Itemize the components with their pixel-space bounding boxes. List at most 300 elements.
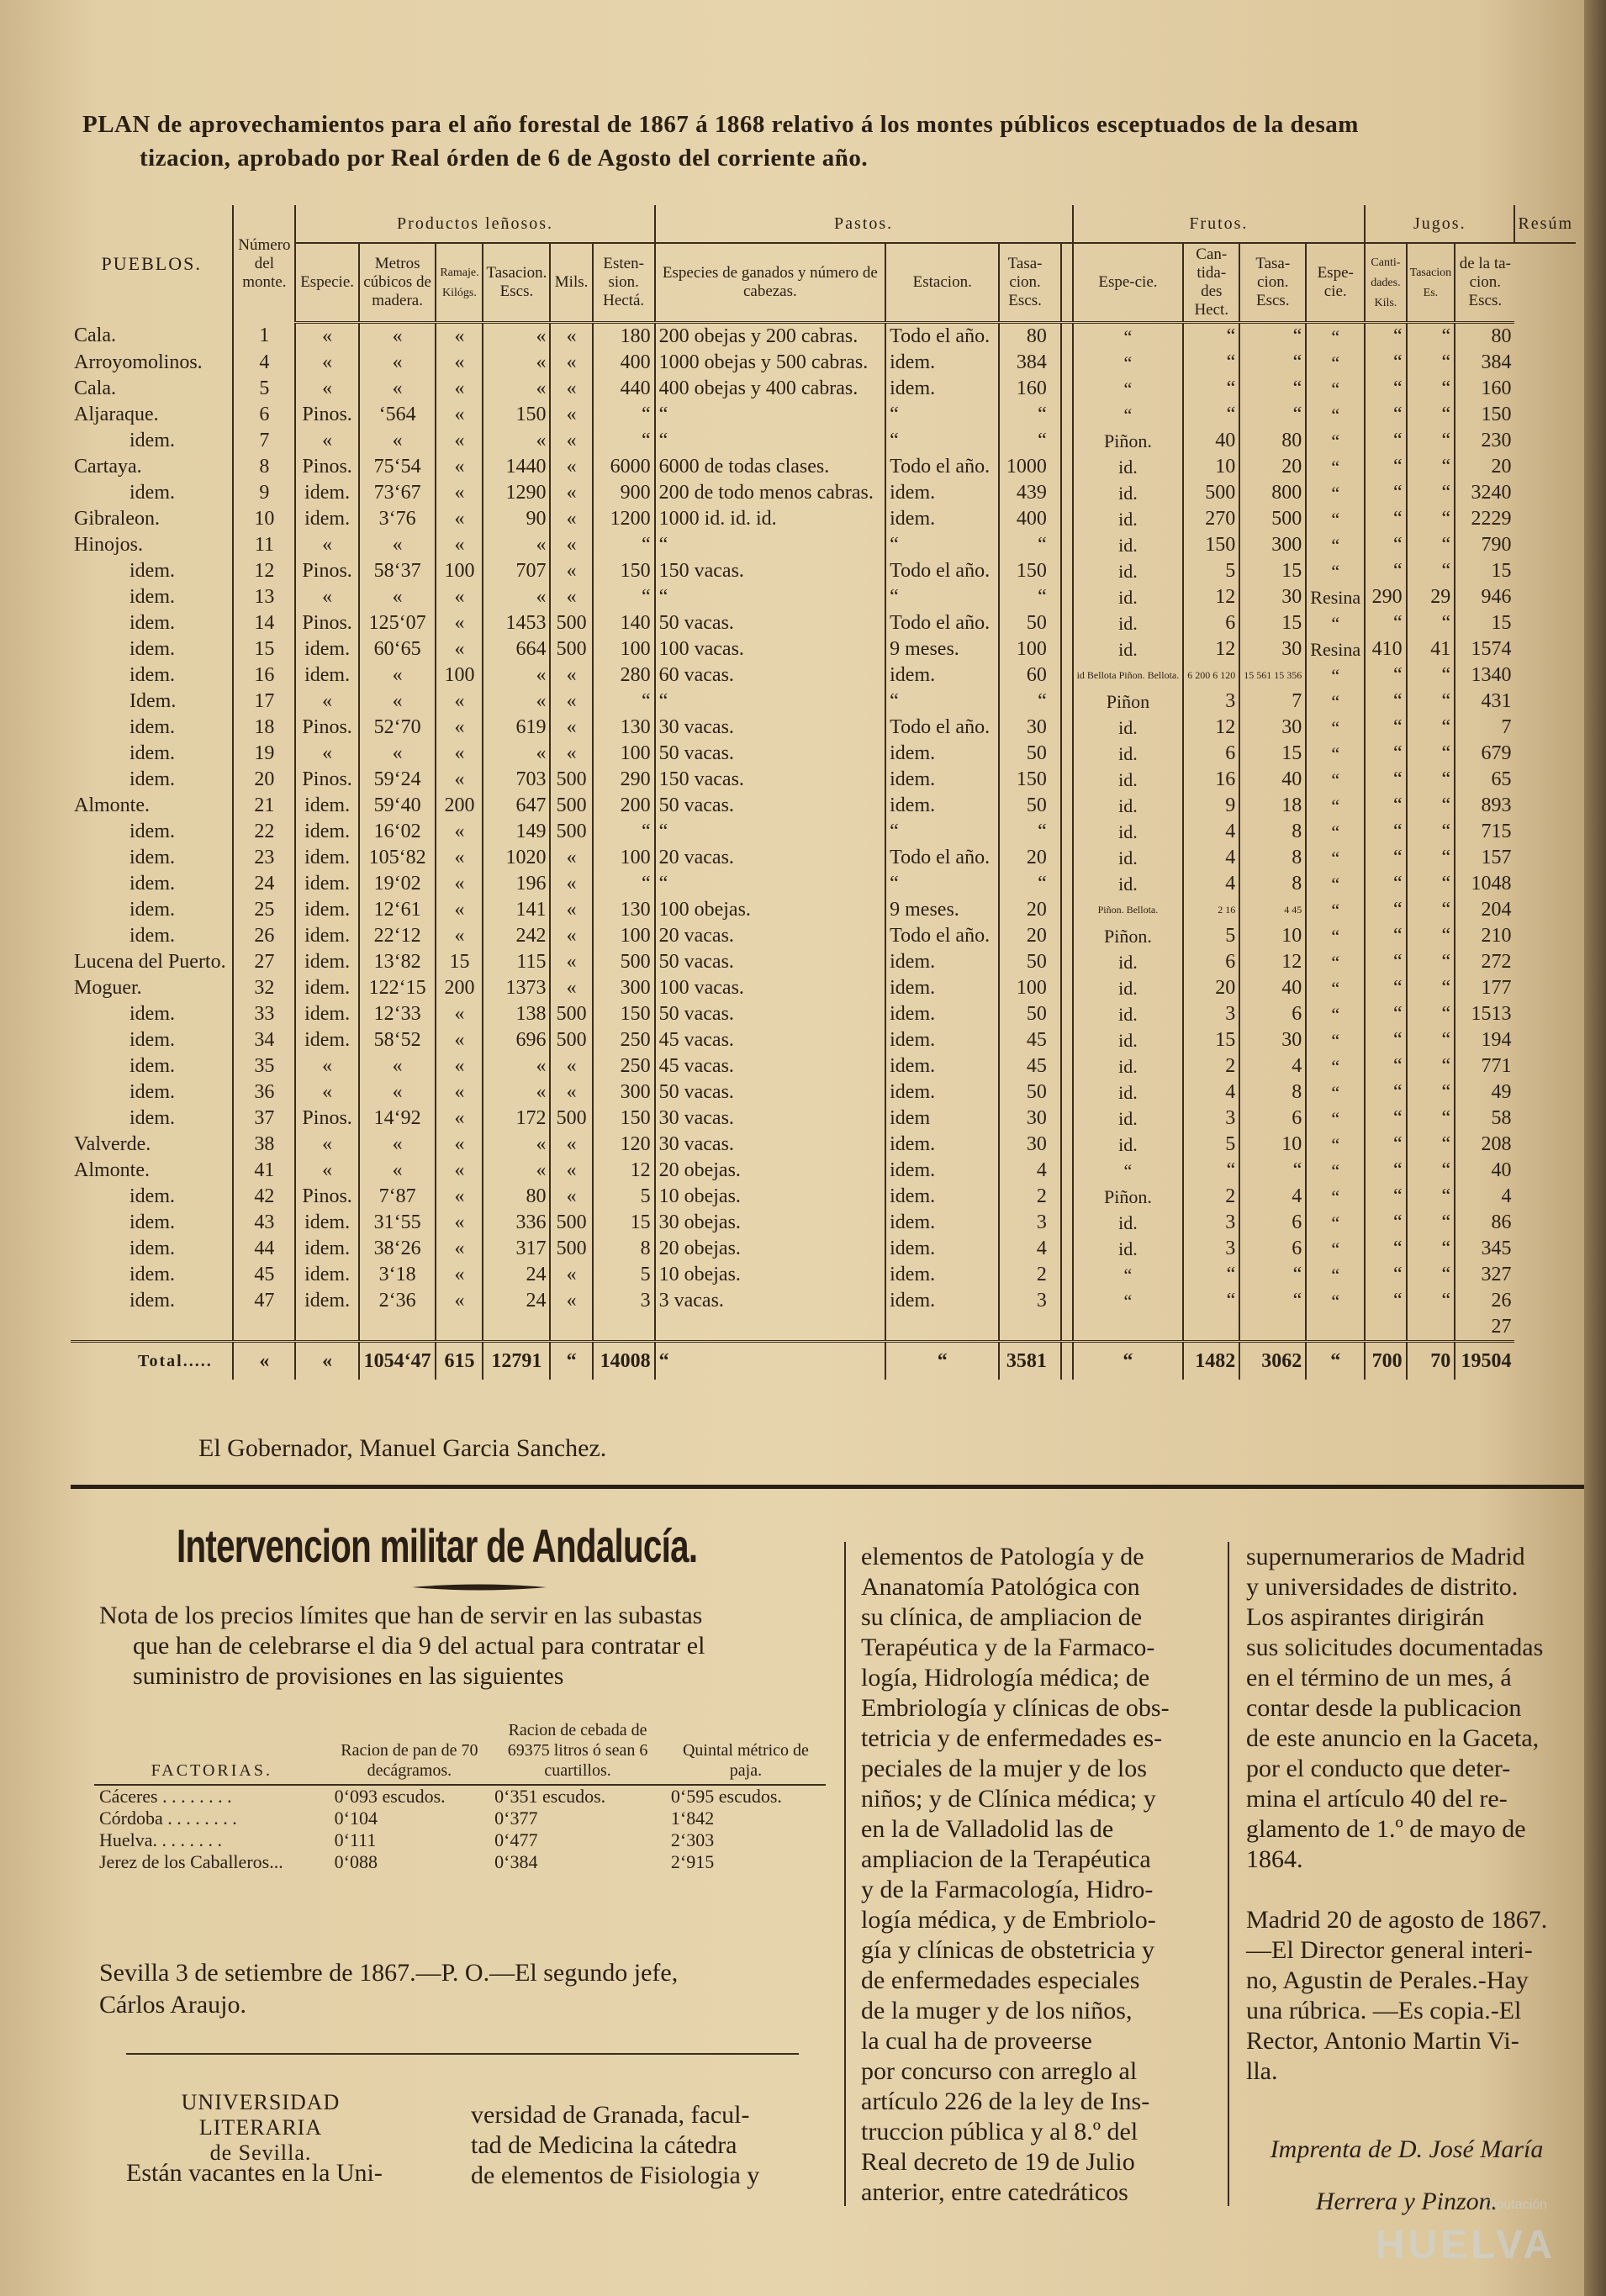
cell-res: 771 [1455,1053,1514,1079]
cell-ftas [1239,1314,1306,1342]
resumen-escs-label: Escs. [1468,292,1503,309]
cell-estacion: Todo el año. [885,923,999,949]
cell-ganado: 20 vacas. [655,923,886,949]
cell-ftas: 800 [1239,480,1306,506]
cell-esp: « [295,1132,358,1158]
cell-res: 230 [1455,428,1514,454]
cell-fcant: 3 [1183,1106,1239,1132]
cell-mils: « [550,871,592,897]
cell-jesp: “ [1306,662,1365,689]
cell-ganado: 50 vacas. [655,793,886,819]
cell-esp: Pinos. [295,454,358,480]
cell-fesp: id. [1073,715,1184,741]
cell-escs: « [483,1158,550,1184]
cell-tas: 30 [999,1106,1049,1132]
cell-ram: « [436,767,483,793]
cell-spacer2 [1061,662,1073,689]
cell-esp: idem. [295,949,358,975]
cell-spacer2 [1061,558,1073,584]
col-line: la cual ha de proveerse [861,2027,1092,2055]
cell-mils: « [550,1288,592,1314]
cell-jcant: “ [1365,662,1406,689]
cell-fcant: “ [1183,1158,1239,1184]
cell-ftas: 80 [1239,428,1306,454]
cell-ext: 130 [593,897,655,923]
cell-mils: « [550,845,592,871]
cell-spacer2 [1061,793,1073,819]
cell-escs: « [483,741,550,767]
cell-estacion: 9 meses. [885,897,999,923]
cell-res: 15 [1455,558,1514,584]
cell-pueblo: idem. [129,482,175,504]
short-rule [126,2053,799,2055]
cell-tas: 80 [999,323,1049,351]
cell-fesp: id. [1073,767,1184,793]
cell-ganado: 150 vacas. [655,558,886,584]
cell-ganado: 10 obejas. [655,1184,886,1210]
cell-fcant: 4 [1183,1079,1239,1106]
cell-esp: idem. [295,1210,358,1236]
cell-esp: « [295,1079,358,1106]
cell-ext: 100 [593,923,655,949]
cell-num: 11 [233,532,295,558]
cell-fesp [1073,1314,1184,1342]
cell-ram [436,1314,483,1342]
watermark-big: HUELVA [1375,2223,1556,2267]
cell-ftas: 30 [1239,636,1306,662]
cell-num: 18 [233,715,295,741]
cell-mils: « [550,506,592,532]
cell-ganado: 45 vacas. [655,1027,886,1053]
plan-row [71,1158,1576,1184]
cell-spacer [1050,1236,1061,1262]
col-line: anterior, entre catedráticos [861,2178,1128,2206]
cell-metros: 58‘37 [359,558,436,584]
cell-fcant: 3 [1183,1236,1239,1262]
cell-num: 5 [233,376,295,402]
cell-ganado: 100 vacas. [655,636,886,662]
cell-ganado: 20 vacas. [655,845,886,871]
cell-tas: 384 [999,350,1049,376]
plan-row [71,1288,1576,1314]
total-num: « [233,1342,295,1380]
cell-esp: « [295,1158,358,1184]
cell-ext: 250 [593,1027,655,1053]
cell-res: 160 [1455,376,1514,402]
cell-ram: « [436,819,483,845]
cell-fcant: “ [1183,323,1239,351]
cell-ext: “ [593,689,655,715]
cell-tas: 50 [999,1079,1049,1106]
cell-escs: 1290 [483,480,550,506]
cell-fesp: id. [1073,480,1184,506]
plan-row [71,845,1576,871]
col-line: 1864. [1246,1845,1303,1873]
cell-estacion: “ [885,532,999,558]
cell-estacion: Todo el año. [885,323,999,351]
col-line: por el conducto que deter- [1246,1755,1511,1782]
cell-ftas: “ [1239,402,1306,428]
cell-esp: « [295,428,358,454]
cell-ext: 120 [593,1132,655,1158]
cell-escs: 24 [483,1288,550,1314]
precio-row [94,1808,826,1829]
cell-spacer2 [1061,1001,1073,1027]
cell-ganado: 10 obejas. [655,1262,886,1288]
cell-pueblo: Almonte. [74,1159,150,1181]
cell-escs: 317 [483,1236,550,1262]
cell-escs: 24 [483,1262,550,1288]
cell-mils: « [550,1262,592,1288]
plan-row [71,819,1576,845]
cell-jcant: “ [1365,1106,1406,1132]
col-line: contar desde la publicacion [1246,1694,1522,1722]
cell-metros: 2‘36 [359,1288,436,1314]
cell-jesp: “ [1306,402,1365,428]
precios-table [94,1717,826,1873]
cell-mils: « [550,923,592,949]
cell-mils: 500 [550,767,592,793]
cell-tas [999,1314,1049,1342]
cell-ram: « [436,480,483,506]
precio-row [94,1785,826,1808]
cell-jcant: “ [1365,793,1406,819]
col-line: Los aspirantes dirigirán [1246,1603,1485,1631]
frutos-escs-label: Escs. [1255,292,1290,309]
cell-estacion: idem. [885,1001,999,1027]
cell-spacer2 [1061,949,1073,975]
cell-escs: 90 [483,506,550,532]
cell-num: 27 [233,949,295,975]
cell-escs: « [483,1053,550,1079]
cell-ext: 150 [593,1106,655,1132]
gobernador-signature: El Gobernador, Manuel Garcia Sanchez. [198,1434,607,1462]
cell-jesp: “ [1306,480,1365,506]
cell-esp: « [295,741,358,767]
cell-ganado: 3 vacas. [655,1288,886,1314]
cell-tas: 45 [999,1027,1049,1053]
cell-jcant: “ [1365,845,1406,871]
total-frutos-cantidades: 1482 [1183,1342,1239,1380]
cell-res: 4 [1455,1184,1514,1210]
universidad-col3 [861,1542,1214,2208]
plan-row [71,610,1576,636]
cell-jesp: “ [1306,506,1365,532]
cell-fcant: 2 [1183,1053,1239,1079]
cell-estacion: “ [885,402,999,428]
cell-fcant: 6 [1183,949,1239,975]
col-line: Real decreto de 19 de Julio [861,2148,1135,2176]
cell-ganado: 50 vacas. [655,1001,886,1027]
cell-mils: « [550,1132,592,1158]
cell-spacer2 [1061,871,1073,897]
cell-jtas: “ [1407,1053,1455,1079]
cell-num: 44 [233,1236,295,1262]
cell-ganado: 100 obejas. [655,897,886,923]
cell-escs: « [483,1079,550,1106]
cell-spacer [1050,871,1061,897]
cell-tas: 20 [999,923,1049,949]
cell-ftas: 8 [1239,871,1306,897]
cell-estacion: idem. [885,1184,999,1210]
cell-spacer2 [1061,1079,1073,1106]
cell-spacer [1050,506,1061,532]
cell-jtas: “ [1407,1262,1455,1288]
cell-ext: 5 [593,1184,655,1210]
cell-res: 1340 [1455,662,1514,689]
cell-fesp: “ [1073,402,1184,428]
cell-pan: 0‘111 [334,1829,377,1850]
col-especies-ganados: Especies de ganados y número de cabezas. [655,243,886,323]
col-line: artículo 226 de la ley de Ins- [861,2088,1150,2115]
cell-estacion: idem. [885,480,999,506]
plan-title [82,108,1579,175]
cell-fcant: 4 [1183,845,1239,871]
precios-body [94,1785,826,1873]
cell-res: 1574 [1455,636,1514,662]
col-line: Ananatomía Patológica con [861,1573,1140,1601]
cell-fesp: Piñon. Bellota. [1073,897,1184,923]
col-mils: Mils. [550,243,592,323]
col-line: glamento de 1.º de mayo de [1246,1815,1526,1843]
column-rule-2 [1228,1542,1229,2206]
cell-spacer2 [1061,402,1073,428]
cell-tas: 4 [999,1236,1049,1262]
total-mils: “ [550,1342,592,1380]
page-edge [1584,0,1606,2296]
cell-ftas: 8 [1239,819,1306,845]
cell-num: 15 [233,636,295,662]
cell-fesp: id. [1073,532,1184,558]
cell-metros: 73‘67 [359,480,436,506]
ramaje-label: Ramaje. [440,267,479,279]
cell-ext: 3 [593,1288,655,1314]
cell-metros: 14‘92 [359,1106,436,1132]
cell-fcant: 15 [1183,1027,1239,1053]
cell-spacer2 [1061,1158,1073,1184]
cell-esp: Pinos. [295,1184,358,1210]
cell-ftas: 4 [1239,1184,1306,1210]
cell-jesp: “ [1306,871,1365,897]
cell-factoria: Cáceres . . . . . . . . [99,1786,232,1807]
cell-ftas: 40 [1239,975,1306,1001]
cell-spacer [1050,923,1061,949]
cell-jesp: “ [1306,1132,1365,1158]
cell-res: 946 [1455,584,1514,610]
cell-jtas: “ [1407,1158,1455,1184]
cell-tas: 45 [999,1053,1049,1079]
total-tasacion-pastos: 3581 [999,1342,1049,1380]
universidad-col4 [1246,1542,1574,2087]
cell-metros: 3‘76 [359,506,436,532]
cell-ftas: 500 [1239,506,1306,532]
cell-escs: 172 [483,1106,550,1132]
cell-num: 4 [233,350,295,376]
cell-ram: « [436,636,483,662]
cell-jtas: “ [1407,715,1455,741]
cell-fesp: id. [1073,1079,1184,1106]
cell-jesp: “ [1306,532,1365,558]
cell-pueblo: Moguer. [74,977,142,999]
estension-label: Esten-sion. [603,255,644,291]
cell-spacer2 [1061,1184,1073,1210]
cell-pueblo: idem. [129,1185,175,1207]
cell-jesp: “ [1306,1158,1365,1184]
cell-fcant: 12 [1183,715,1239,741]
cell-spacer [1050,376,1061,402]
cell-jcant: “ [1365,741,1406,767]
cell-res: 715 [1455,819,1514,845]
cell-escs: « [483,689,550,715]
cell-jesp: “ [1306,845,1365,871]
cell-jesp: “ [1306,323,1365,351]
cell-res: 27 [1455,1314,1514,1342]
cell-metros: 52‘70 [359,715,436,741]
cell-ram: « [436,428,483,454]
cell-spacer [1050,1001,1061,1027]
imprenta-line1: Imprenta de D. José María [1270,2135,1544,2163]
group-frutos: Frutos. [1073,205,1366,243]
cell-esp: idem. [295,793,358,819]
cell-jtas: “ [1407,610,1455,636]
cell-ganado: “ [655,428,886,454]
col-line: de enfermedades especiales [861,1966,1140,1994]
cell-escs: 703 [483,767,550,793]
group-jugos: Jugos. [1365,205,1514,243]
cell-estacion: Todo el año. [885,558,999,584]
plan-row [71,1236,1576,1262]
cell-jcant: “ [1365,897,1406,923]
cell-metros: « [359,1132,436,1158]
cell-spacer [1050,845,1061,871]
cell-spacer [1050,897,1061,923]
cell-metros: 31‘55 [359,1210,436,1236]
cell-tas: 3 [999,1288,1049,1314]
cell-jtas: “ [1407,1132,1455,1158]
cell-metros: « [359,350,436,376]
col-line: Madrid 20 de agosto de 1867. [1246,1906,1548,1934]
cell-fesp: id. [1073,1132,1184,1158]
cell-ganado: 150 vacas. [655,767,886,793]
cell-ganado: “ [655,402,886,428]
col-line: y universidades de distrito. [1246,1573,1519,1601]
cell-spacer2 [1061,350,1073,376]
cell-estacion: Todo el año. [885,715,999,741]
cell-num: 9 [233,480,295,506]
cell-estacion: idem. [885,1288,999,1314]
cell-esp: idem. [295,506,358,532]
cell-metros: 3‘18 [359,1262,436,1288]
total-esp: « [295,1342,358,1380]
cell-jcant: 410 [1365,636,1406,662]
cell-metros: « [359,1053,436,1079]
cell-spacer2 [1061,1288,1073,1314]
cell-spacer [1050,819,1061,845]
cell-fesp: id. [1073,454,1184,480]
cell-fcant: 6 [1183,610,1239,636]
col-pastos-spacer [1050,243,1061,323]
cell-num: 1 [233,323,295,351]
cell-pueblo: Almonte. [74,794,150,816]
plan-title-line1: PLAN de aprovechamientos para el año forestal de 1867 á 1868 relativo á los montes públicos esceptuados de la desam [82,111,1359,138]
cell-ftas: “ [1239,1288,1306,1314]
cell-metros: « [359,428,436,454]
cell-ftas: 30 [1239,584,1306,610]
cell-jtas: 29 [1407,584,1455,610]
cell-fesp: Piñon. [1073,1184,1184,1210]
plan-row [71,350,1576,376]
cell-jtas: “ [1407,871,1455,897]
cell-pueblo: idem. [129,1238,175,1259]
cell-cebada: 0‘351 escudos. [494,1786,606,1807]
cell-pueblo: idem. [129,899,175,921]
cell-num: 17 [233,689,295,715]
cell-ganado: “ [655,871,886,897]
cell-cebada: 0‘477 [494,1829,538,1850]
cell-ganado: 45 vacas. [655,1053,886,1079]
cell-ext: 440 [593,376,655,402]
cell-pueblo: Idem. [129,690,177,712]
universidad-line2: de Sevilla. [209,2140,312,2165]
cell-jcant: “ [1365,506,1406,532]
cell-pueblo: Cala. [74,325,116,347]
cell-mils: « [550,428,592,454]
cell-ram: « [436,1001,483,1027]
plan-row [71,558,1576,584]
cell-pueblo: idem. [129,664,175,686]
col-line: Terapéutica y de la Farmaco- [861,1634,1155,1661]
col2-line: versidad de Granada, facul- [471,2101,750,2129]
cell-ganado: 200 de todo menos cabras. [655,480,886,506]
cell-metros: « [359,323,436,351]
cell-spacer [1050,402,1061,428]
col-line: de este anuncio en la Gaceta, [1246,1724,1540,1752]
cell-esp: « [295,376,358,402]
cell-estacion: idem. [885,1053,999,1079]
cell-fcant: 9 [1183,793,1239,819]
imprenta-line2: Herrera y Pinzon. [1315,2188,1498,2215]
cell-ram: « [436,532,483,558]
col-numero: Número del monte. [233,205,295,323]
cell-spacer [1050,350,1061,376]
col-pueblos: PUEBLOS. [101,252,202,274]
cell-esp: Pinos. [295,1106,358,1132]
cell-jcant: “ [1365,1210,1406,1236]
cell-ganado: 1000 obejas y 500 cabras. [655,350,886,376]
cell-metros: 105‘82 [359,845,436,871]
cell-pan: 0‘088 [334,1851,378,1872]
cell-esp: idem. [295,636,358,662]
col-line: supernumerarios de Madrid [1246,1543,1525,1570]
plan-row [71,402,1576,428]
cell-ram: 200 [436,793,483,819]
cell-metros: « [359,689,436,715]
cell-jesp: “ [1306,1210,1365,1236]
cell-mils: « [550,741,592,767]
cell-escs: 664 [483,636,550,662]
resumen-sub-label: de la ta-cion. [1459,255,1511,291]
cell-jesp: “ [1306,767,1365,793]
cell-jtas: “ [1407,1210,1455,1236]
cell-ram: « [436,1262,483,1288]
cell-res: 80 [1455,323,1514,351]
cell-pueblo: Aljaraque. [74,404,159,425]
cell-ext: 300 [593,1079,655,1106]
cell-mils: « [550,584,592,610]
cell-ext: “ [593,532,655,558]
cell-ext: 100 [593,636,655,662]
cell-esp: Pinos. [295,715,358,741]
